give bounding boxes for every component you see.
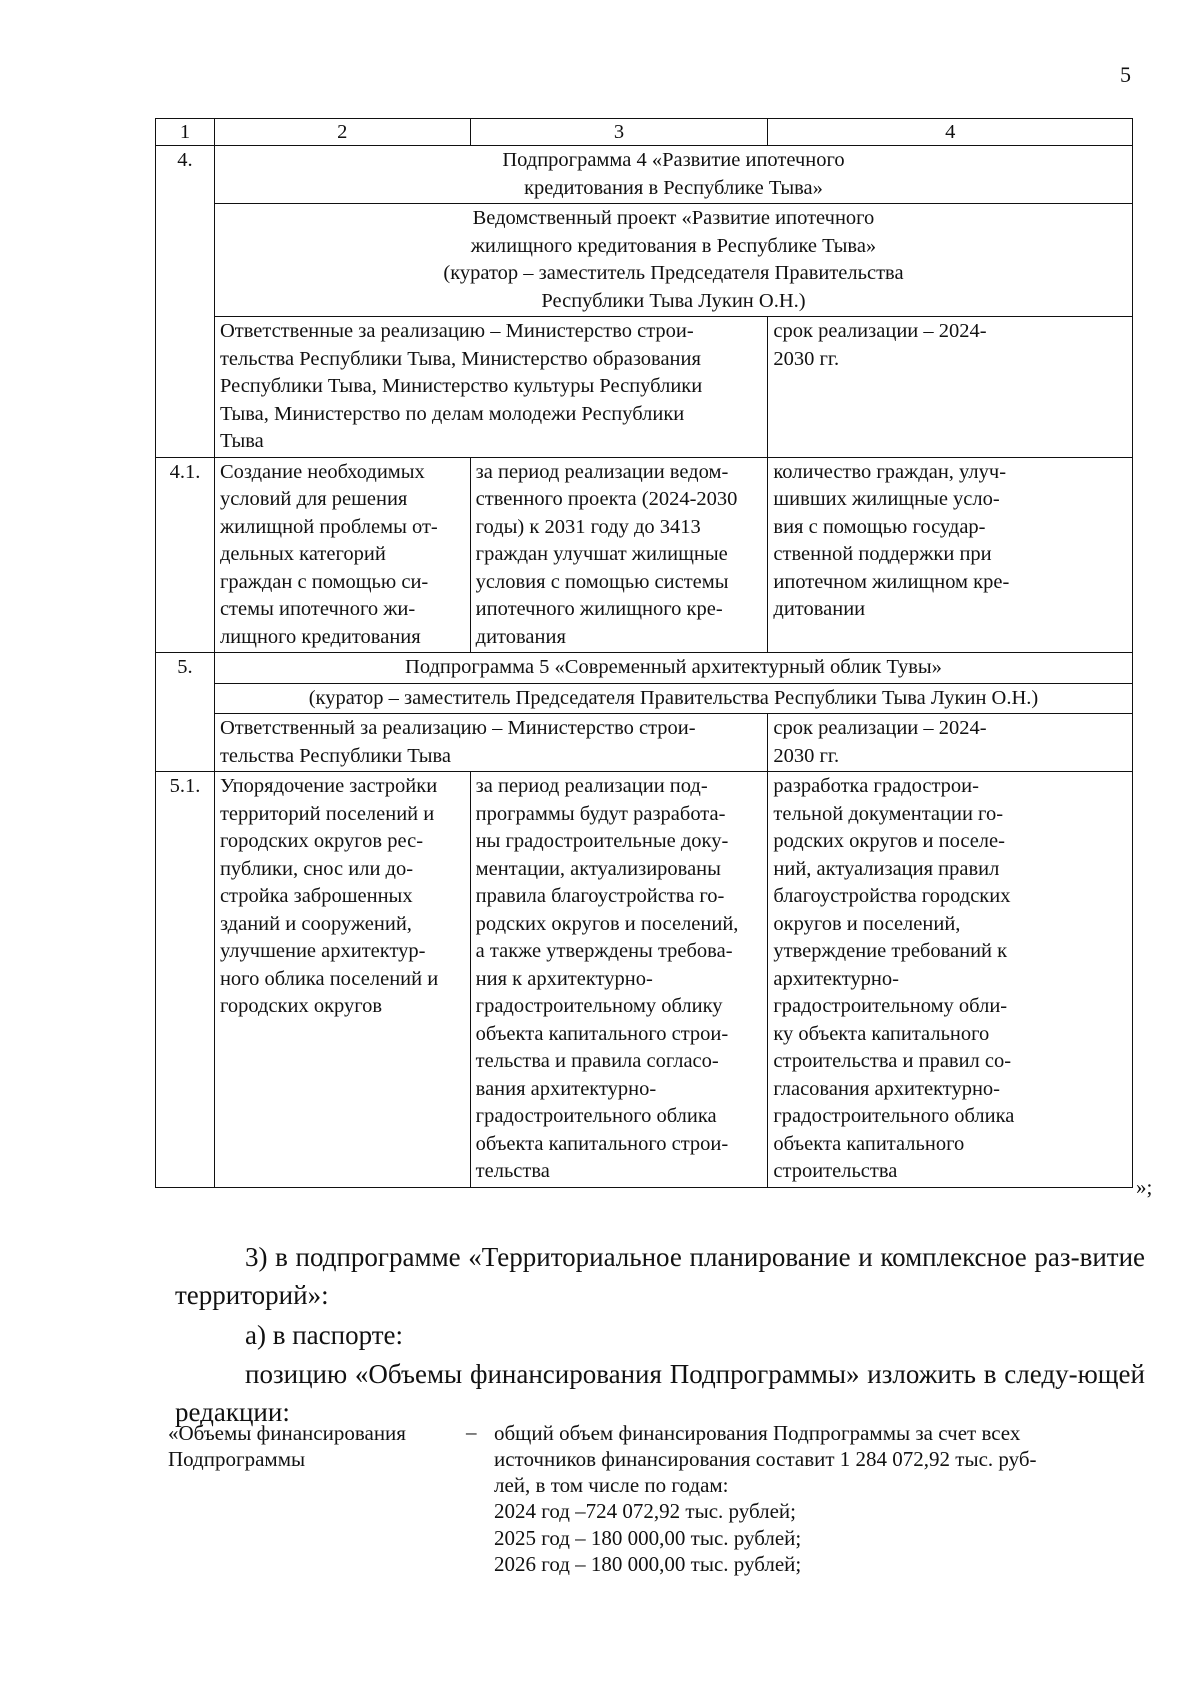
header-col-3: 3 [470,119,768,146]
table-row [156,772,1133,1188]
financing-year-2025: 2025 год – 180 000,00 тыс. рублей; [494,1525,802,1550]
project-4-row [156,204,1133,317]
row-4-1-task: Создание необходимых условий для решения жилищной проблемы от- дельных категорий граждан с помощью си- стемы ипотечного жи- лищного кредитования [214,457,470,653]
program-table [155,118,1133,1188]
table-row [156,457,1133,653]
responsible-5-row [156,714,1133,772]
subprogram-5-row [156,653,1133,684]
row-5-1-result: за период реализации под- программы будут разработа- ны градостроительные доку- ментации, актуализированы правила благоустройства го- родских округов и поселений, а также утверждены требова- ния к архитектурно- градостроительному облику объекта капитального строи- тельства и правила согласо- вания архитектурно- градостроительного облика объекта капитального строи- тельства [470,772,768,1188]
row-5-1-number: 5.1. [156,772,215,1188]
row-4-1-number: 4.1. [156,457,215,653]
responsible-4-row [156,317,1133,458]
curator-5: (куратор – заместитель Председателя Правительства Республики Тыва Лукин О.Н.) [214,683,1132,714]
financing-year-2026: 2026 год – 180 000,00 тыс. рублей; [494,1552,802,1576]
financing-year-2024: 2024 год –724 072,92 тыс. рублей; [494,1499,797,1523]
subprogram-5-number: 5. [156,653,215,772]
subprogram-4-row [156,146,1133,204]
row-4-1-result: за период реализации ведом- ственного проекта (2024-2030 годы) к 2031 году до 3413 граждан улучшат жилищные условия с помощью системы ипотечного жилищного кре- дитования [470,457,768,653]
financing-total-text: общий объем финансирования Подпрограммы за счет всех источников финансирования составит 1 284 072,92 тыс. руб- лей, в том числе по годам: [494,1421,1037,1497]
financing-dash: – [466,1420,477,1444]
table-closing-quote: »; [1136,1175,1153,1199]
term-5: срок реализации – 2024- 2030 гг. [768,714,1133,772]
responsible-4: Ответственные за реализацию – Министерство строи- тельства Республики Тыва, Министерство образования Республики Тыва, Министерство культуры Республики Тыва, Министерство по делам молодежи Республики Тыва [214,317,767,458]
header-col-4: 4 [768,119,1133,146]
term-4: срок реализации – 2024- 2030 гг. [768,317,1133,458]
paragraph-subprogram-territorial: 3) в подпрограмме «Территориальное планирование и комплексное раз-витие территорий»: [175,1242,1145,1310]
paragraph-position-financing: позицию «Объемы финансирования Подпрограммы» изложить в следу-ющей редакции: [175,1359,1145,1427]
responsible-5: Ответственный за реализацию – Министерство строи- тельства Республики Тыва [214,714,767,772]
project-4-title: Ведомственный проект «Развитие ипотечного жилищного кредитования в Республике Тыва» (куратор – заместитель Председателя Правительства Республики Тыва Лукин О.Н.) [214,204,1132,317]
row-4-1-indicator: количество граждан, улуч- шивших жилищные усло- вия с помощью государ- ственной поддержки при ипотечном жилищном кре- дитовании [768,457,1133,653]
curator-5-row [156,683,1133,714]
paragraph-passport: а) в паспорте: [245,1320,404,1350]
row-5-1-task: Упорядочение застройки территорий поселений и городских округов рес- публики, снос или до- стройка заброшенных зданий и сооружений, улучшение архитектур- ного облика поселений и городских округов [214,772,470,1188]
table-header-row [156,119,1133,146]
header-col-2: 2 [214,119,470,146]
subprogram-5-title: Подпрограмма 5 «Современный архитектурный облик Тувы» [214,653,1132,684]
page-number: 5 [1120,62,1131,87]
financing-block [494,1420,1134,1578]
subprogram-4-number: 4. [156,146,215,458]
header-col-1: 1 [156,119,215,146]
financing-label: «Объемы финансирования Подпрограммы [168,1421,406,1471]
subprogram-4-title: Подпрограмма 4 «Развитие ипотечного кредитования в Республике Тыва» [214,146,1132,204]
row-5-1-indicator: разработка градострои- тельной документации го- родских округов и поселе- ний, актуализация правил благоустройства городских округов и поселений, утверждение требований к архитектурно- градостроительному обли- ку объекта капитального строительства и правил со- гласования архитектурно- градостроительного облика объекта капитального строительства [768,772,1133,1188]
